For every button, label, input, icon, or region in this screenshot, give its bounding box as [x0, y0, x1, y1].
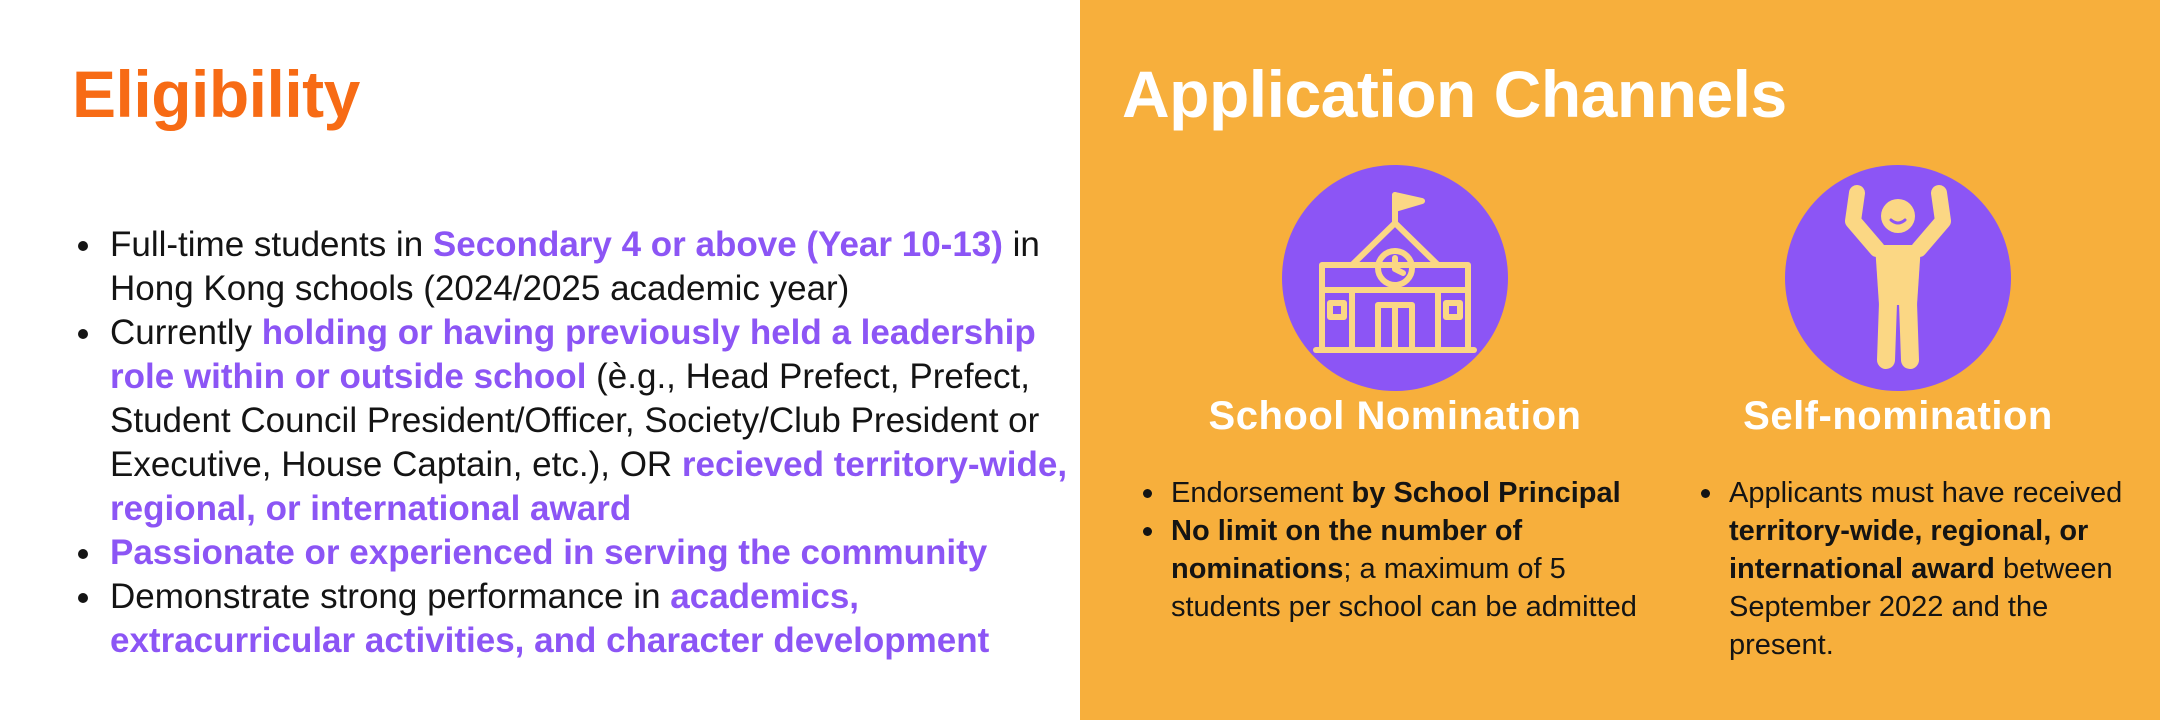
eligibility-text: (è.g., Head Prefect, Prefect, Student Council President/Officer, Society/Club President or Executive, House Captain, etc.), OR	[110, 357, 1040, 484]
eligibility-text: in Hong Kong schools (2024/2025 academic year)	[110, 225, 1040, 308]
school-building-icon	[1282, 165, 1508, 391]
school-nomination-title: School Nomination	[1208, 394, 1582, 438]
school-nomination-list	[1131, 474, 1651, 626]
eligibility-item	[72, 311, 1072, 531]
item-bold-text: by School Principal	[1351, 477, 1621, 509]
item-bold-text: territory-wide, regional, or international award	[1729, 515, 2089, 585]
application-channels-title: Application Channels	[1122, 57, 1787, 131]
eligibility-item	[72, 575, 1072, 663]
eligibility-text: Demonstrate strong performance in	[110, 577, 671, 616]
list-item	[1131, 512, 1651, 626]
eligibility-highlight: Secondary 4 or above (Year 10-13)	[432, 225, 1003, 264]
eligibility-item	[72, 531, 1072, 575]
eligibility-title: Eligibility	[72, 57, 360, 131]
eligibility-item	[72, 223, 1072, 311]
item-text: Endorsement	[1171, 477, 1352, 509]
list-item	[1689, 474, 2129, 664]
eligibility-highlight: academics, extracurricular activities, and character development	[110, 577, 990, 660]
item-text: Applicants must have received	[1729, 477, 2123, 509]
eligibility-list	[72, 223, 1072, 663]
person-cheering-icon	[1785, 165, 2011, 391]
eligibility-highlight: Passionate or experienced in serving the community	[110, 533, 988, 572]
application-channels-panel	[1080, 0, 2160, 720]
item-text: ; a maximum of 5 students per school can be admitted	[1171, 553, 1637, 623]
eligibility-text: Currently	[110, 313, 262, 352]
list-item	[1131, 474, 1651, 512]
eligibility-highlight: recieved territory-wide, regional, or international award	[110, 445, 1068, 528]
eligibility-text: Full-time students in	[110, 225, 433, 264]
item-bold-text: No limit on the number of nominations	[1171, 515, 1523, 585]
eligibility-highlight: holding or having previously held a leadership role within or outside school	[110, 313, 1036, 396]
self-nomination-title: Self-nomination	[1743, 394, 2053, 438]
item-text: between September 2022 and the present.	[1729, 553, 2113, 661]
self-nomination-list	[1689, 474, 2129, 664]
